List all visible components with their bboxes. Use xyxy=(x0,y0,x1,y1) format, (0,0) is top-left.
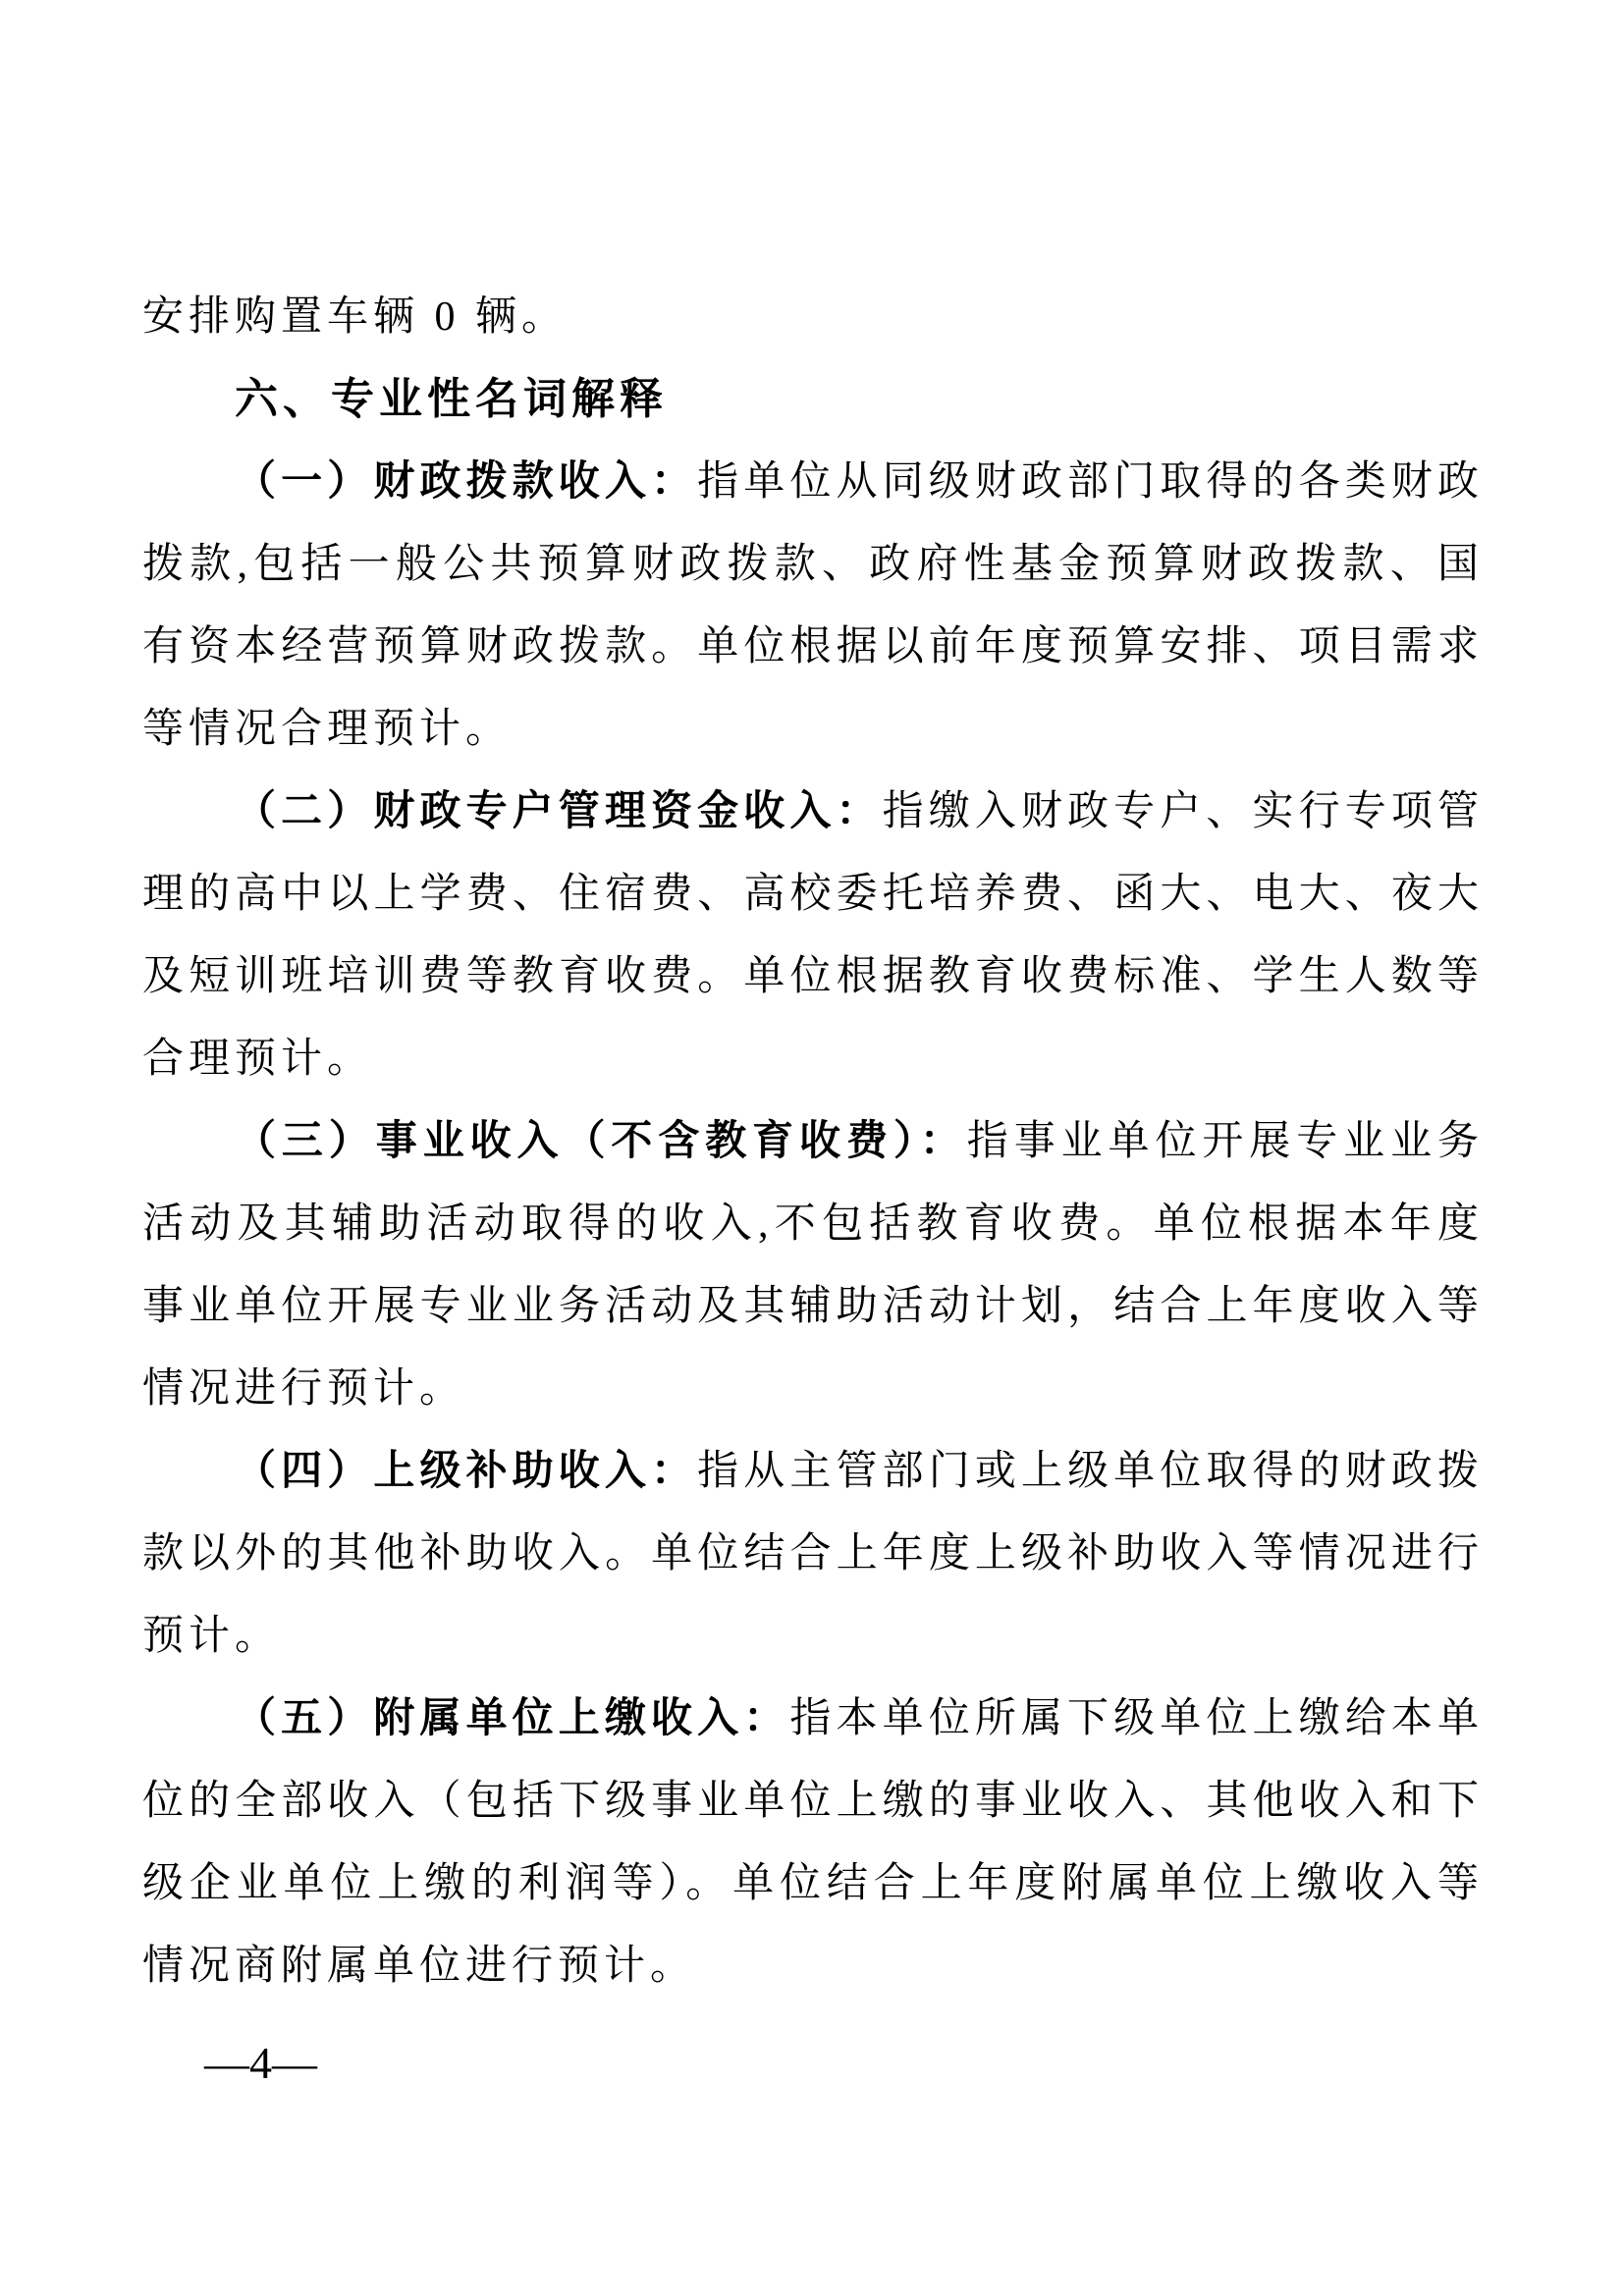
definition-term-3: （三）事业收入（不含教育收费）： xyxy=(235,1119,967,1164)
definition-paragraph-1 xyxy=(142,441,1484,771)
definition-term-2: （二）财政专户管理资金收入： xyxy=(235,789,883,834)
definition-term-5: （五）附属单位上缴收入： xyxy=(235,1696,790,1741)
definition-text-5: 指本单位所属下级单位上缴给本单位的全部收入（包括下级事业单位上缴的事业收入、其他收入和下级企业单位上缴的利润等）。单位结合上年度附属单位上缴收入等情况商附属单位进行预计。 xyxy=(142,1696,1484,1989)
definition-term-4: （四）上级补助收入： xyxy=(235,1449,698,1494)
definition-paragraph-4 xyxy=(142,1430,1484,1678)
document-content xyxy=(142,276,1484,2007)
section-heading: 六、专业性名词解释 xyxy=(235,375,668,423)
definition-paragraph-3 xyxy=(142,1100,1484,1430)
definition-term-1: （一）财政拨款收入： xyxy=(235,459,698,505)
definition-text-4: 指从主管部门或上级单位取得的财政拨款以外的其他补助收入。单位结合上年度上级补助收入等情况进行预计。 xyxy=(142,1449,1484,1659)
definition-paragraph-2 xyxy=(142,771,1484,1100)
definition-text-3: 指事业单位开展专业业务活动及其辅助活动取得的收入,不包括教育收费。单位根据本年度事业单位开展专业业务活动及其辅助活动计划，结合上年度收入等情况进行预计。 xyxy=(142,1119,1484,1412)
definition-text-1: 指单位从同级财政部门取得的各类财政拨款,包括一般公共预算财政拨款、政府性基金预算财政拨款、国有资本经营预算财政拨款。单位根据以前年度预算安排、项目需求等情况合理预计。 xyxy=(142,459,1484,752)
definition-text-2: 指缴入财政专户、实行专项管理的高中以上学费、住宿费、高校委托培养费、函大、电大、夜大及短训班培训费等教育收费。单位根据教育收费标准、学生人数等合理预计。 xyxy=(142,789,1484,1082)
definition-paragraph-5 xyxy=(142,1678,1484,2007)
page-number: —4— xyxy=(204,2038,317,2088)
continuation-paragraph: 安排购置车辆 0 辆。 xyxy=(142,294,568,340)
